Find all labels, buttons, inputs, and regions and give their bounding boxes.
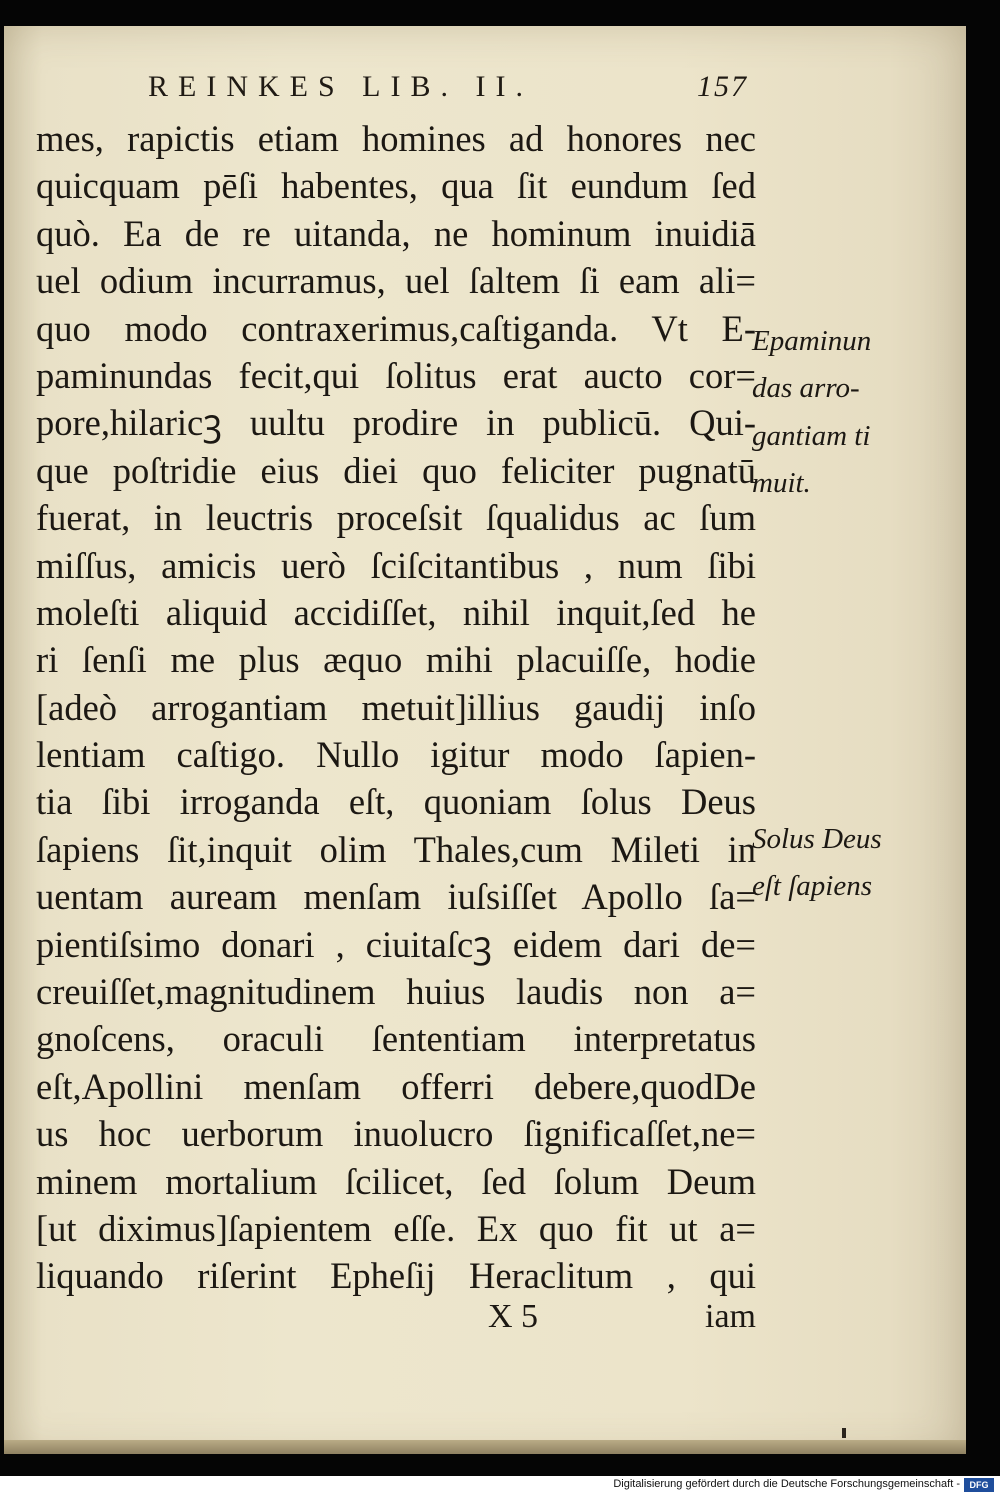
text-line: gnoſcens, oraculi ſententiam interpretatus <box>36 1018 756 1060</box>
text-line: lentiam caſtigo. Nullo igitur modo ſapien- <box>36 734 756 776</box>
text-line: eſt,Apollini menſam offerri debere,quodDe <box>36 1065 756 1107</box>
page-bottom-edge <box>4 1440 966 1454</box>
text-line: liquando riſerint Epheſij Heraclitum , qui <box>36 1255 756 1297</box>
dfg-logo: DFG <box>964 1478 994 1492</box>
signature-mark: X 5 <box>488 1298 539 1335</box>
marginal-note-epaminundas <box>752 318 962 508</box>
text-line: ſapiens ſit,inquit olim Thales,cum Mileti in <box>36 828 756 870</box>
catchword: iam <box>705 1298 756 1335</box>
text-line: fuerat, in leuctris proceſsit ſqualidus ac ſum <box>36 497 756 539</box>
digitization-credit: Digitalisierung gefördert durch die Deutsche Forschungsgemeinschaft - <box>613 1478 960 1490</box>
text-line: quo modo contraxerimus,caſtiganda. Vt E- <box>36 307 756 349</box>
text-line: ri ſenſi me plus æquo mihi placuiſſe, hodie <box>36 639 756 681</box>
running-head-title: REINKES LIB. II. <box>148 70 533 103</box>
marginal-note-solus-deus <box>752 816 962 911</box>
text-line: moleſti aliquid accidiſſet, nihil inquit,ſed he <box>36 591 756 633</box>
text-line: us hoc uerborum inuolucro ſignificaſſet,ne= <box>36 1113 756 1155</box>
text-line: miſſus, amicis uerò ſciſcitantibus , num ſibi <box>36 544 756 586</box>
text-line: quò. Ea de re uitanda, ne hominum inuidiā <box>36 212 756 254</box>
text-line: que poſtridie eius diei quo feliciter pugnatū <box>36 449 756 491</box>
marginal-note-line: muit. <box>752 467 811 500</box>
text-line: uentam auream menſam iuſsiſſet Apollo ſa= <box>36 876 756 918</box>
marginal-note-line: eſt ſapiens <box>752 870 873 903</box>
marginal-note-line: gantiam ti <box>752 419 871 452</box>
body-text <box>36 115 756 1300</box>
text-line: uel odium incurramus, uel ſaltem ſi eam ali= <box>36 260 756 302</box>
text-line: pientiſsimo donari , ciuitaſcꝫ eidem dari de= <box>36 923 756 965</box>
ink-speck <box>842 1428 846 1438</box>
text-line: [ut diximus]ſapientem eſſe. Ex quo fit ut a= <box>36 1207 756 1249</box>
text-line: paminundas fecit,qui ſolitus erat aucto cor= <box>36 354 756 396</box>
text-line: minem mortalium ſcilicet, ſed ſolum Deum <box>36 1160 756 1202</box>
text-line: mes, rapictis etiam homines ad honores nec <box>36 118 756 159</box>
marginal-note-line: das arro- <box>752 372 860 405</box>
marginal-note-line: Epaminun <box>752 325 872 357</box>
text-line: creuiſſet,magnitudinem huius laudis non a= <box>36 971 756 1013</box>
running-head <box>148 70 748 110</box>
text-line: pore,hilaricꝫ uultu prodire in publicū. Qui- <box>36 402 756 444</box>
text-line: [adeò arrogantiam metuit]illius gaudij inſo <box>36 686 756 728</box>
text-line: quicquam pēſi habentes, qua ſit eundum ſed <box>36 165 756 207</box>
page-number: 157 <box>697 70 748 103</box>
marginal-note-line: Solus Deus <box>752 823 882 855</box>
text-line: tia ſibi irroganda eſt, quoniam ſolus Deus <box>36 781 756 823</box>
catchline <box>36 1298 756 1342</box>
